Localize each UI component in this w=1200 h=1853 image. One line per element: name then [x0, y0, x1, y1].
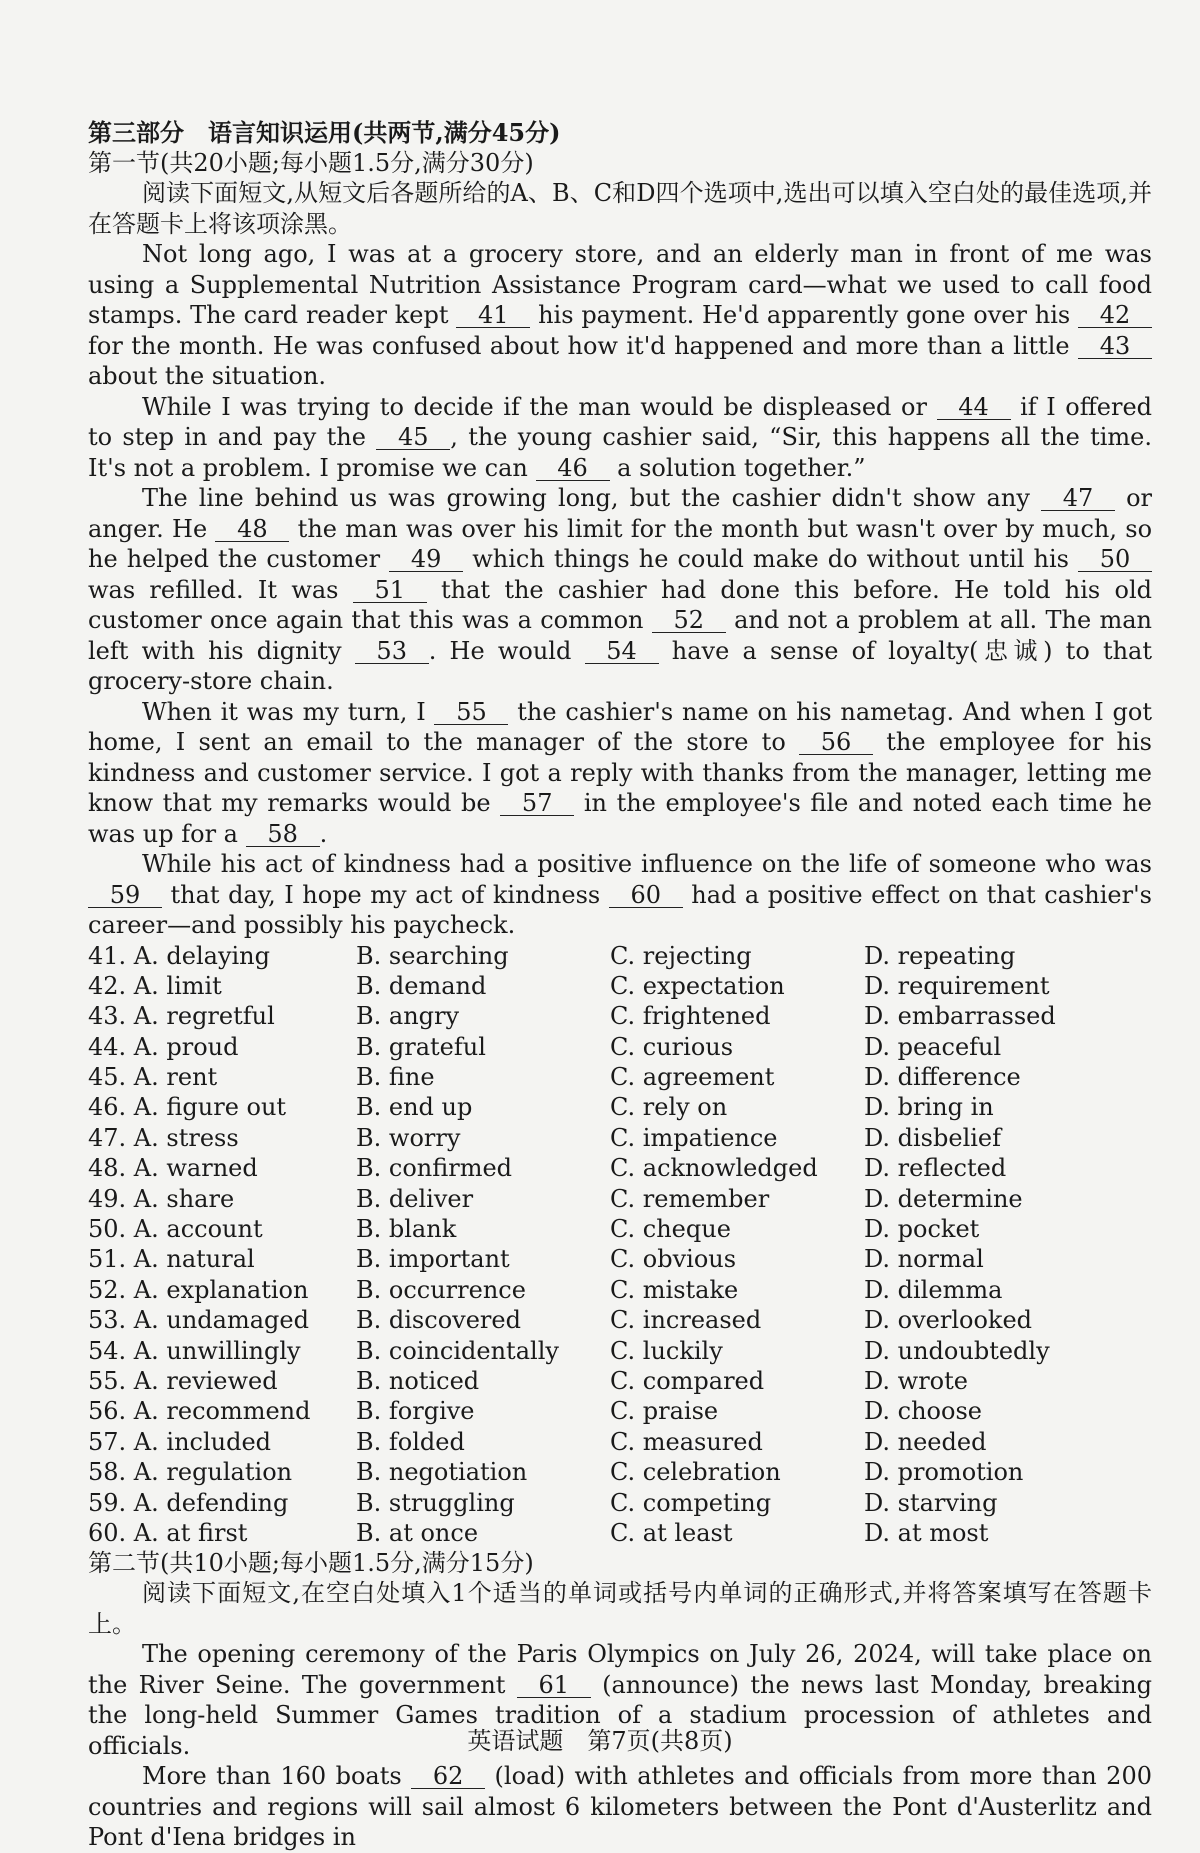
- option-row: 57. A. included B. folded C. measured D. needed: [88, 1427, 987, 1456]
- blank-43: 43: [1078, 334, 1152, 359]
- blank-58: 58: [246, 822, 320, 847]
- option-row: 41. A. delaying B. searching C. rejecting D. repeating: [88, 941, 1016, 970]
- option-row: 53. A. undamaged B. discovered C. increased D. overlooked: [88, 1306, 1033, 1335]
- blank-53: 53: [355, 639, 429, 664]
- options-list: [88, 941, 1152, 1549]
- blank-54: 54: [585, 639, 659, 664]
- option-row: 45. A. rent B. fine C. agreement D. difference: [88, 1063, 1021, 1092]
- cloze-paragraph-3: The line behind us was growing long, but the cashier didn't show any 47 or anger. He 48 the man was over his limit for the month but wasn't over by much, so he helped the customer 49 which things he could make do without until his 50 was refilled. It was 51 that the cashier had done this before. He told his old customer once again that this was a common 52 and not a problem at all. The man left with his dignity 53 . He would 54 have a sense of loyalty(忠诚) to that grocery-store chain.: [88, 484, 1153, 695]
- blank-56: 56: [799, 730, 873, 755]
- blank-57: 57: [500, 791, 574, 816]
- blank-45: 45: [376, 425, 450, 450]
- option-row: 42. A. limit B. demand C. expectation D. requirement: [88, 971, 1050, 1000]
- cloze-paragraph-5: While his act of kindness had a positive influence on the life of someone who was 59 that day, I hope my act of kindness 60 had a positive effect on that cashier's career—and possibly his paycheck.: [88, 850, 1152, 939]
- blank-60: 60: [609, 883, 683, 908]
- section1-title: 第一节(共20小题;每小题1.5分,满分30分): [88, 149, 534, 177]
- blank-59: 59: [88, 883, 162, 908]
- option-row: 50. A. account B. blank C. cheque D. pocket: [88, 1215, 980, 1244]
- blank-42: 42: [1078, 303, 1152, 328]
- blank-47: 47: [1041, 486, 1115, 511]
- blank-50: 50: [1078, 547, 1152, 572]
- option-row: 49. A. share B. deliver C. remember D. determine: [88, 1184, 1023, 1213]
- blank-49: 49: [389, 547, 463, 572]
- option-row: 54. A. unwillingly B. coincidentally C. luckily D. undoubtedly: [88, 1336, 1050, 1365]
- blank-55: 55: [434, 700, 508, 725]
- grammar-paragraph-1: The opening ceremony of the Paris Olympics on July 26, 2024, will take place on the River Seine. The government 61 (announce) the news last Monday, breaking the long-held Summer Games tradition of a stadium procession of athletes and officials.: [88, 1640, 1152, 1760]
- option-row: 47. A. stress B. worry C. impatience D. disbelief: [88, 1123, 1002, 1152]
- blank-46: 46: [536, 456, 610, 481]
- option-row: 56. A. recommend B. forgive C. praise D. choose: [88, 1397, 982, 1426]
- blank-48: 48: [215, 517, 289, 542]
- section1-instruction: 阅读下面短文,从短文后各题所给的A、B、C和D四个选项中,选出可以填入空白处的最佳选项,并在答题卡上将该项涂黑。: [88, 179, 1152, 238]
- blank-51: 51: [353, 578, 427, 603]
- option-row: 52. A. explanation B. occurrence C. mistake D. dilemma: [88, 1275, 1003, 1304]
- blank-61: 61: [517, 1673, 591, 1698]
- option-row: 59. A. defending B. struggling C. competing D. starving: [88, 1488, 998, 1517]
- part-title: 第三部分 语言知识运用(共两节,满分45分): [88, 118, 561, 147]
- cloze-paragraph-4: When it was my turn, I 55 the cashier's name on his nametag. And when I got home, I sent an email to the manager of the store to 56 the employee for his kindness and customer service. I got a reply with thanks from the manager, letting me know that my remarks would be 57 in the employee's file and noted each time he was up for a 58 .: [88, 697, 1153, 848]
- blank-62: 62: [411, 1764, 485, 1789]
- option-row: 51. A. natural B. important C. obvious D. normal: [88, 1245, 984, 1274]
- blank-44: 44: [937, 395, 1011, 420]
- option-row: 44. A. proud B. grateful C. curious D. peaceful: [88, 1032, 1002, 1061]
- section2-instruction: 阅读下面短文,在空白处填入1个适当的单词或括号内单词的正确形式,并将答案填写在答题卡上。: [88, 1579, 1152, 1638]
- blank-52: 52: [652, 608, 726, 633]
- option-row: 60. A. at first B. at once C. at least D. at most: [88, 1518, 989, 1547]
- option-row: 46. A. figure out B. end up C. rely on D. bring in: [88, 1093, 994, 1122]
- cloze-paragraph-2: While I was trying to decide if the man would be displeased or 44 if I offered to step in and pay the 45 , the young cashier said, “Sir, this happens all the time. It's not a problem. I promise we can 46 a solution together.”: [88, 392, 1153, 482]
- option-row: 55. A. reviewed B. noticed C. compared D. wrote: [88, 1366, 968, 1395]
- cloze-paragraph-1: Not long ago, I was at a grocery store, and an elderly man in front of me was using a Supplemental Nutrition Assistance Program card—what we used to call food stamps. The card reader kept 41 his payment. He'd apparently gone over his 42 for the month. He was confused about how it'd happened and more than a little 43 about the situation.: [88, 240, 1152, 390]
- blank-41: 41: [456, 303, 530, 328]
- section2-title: 第二节(共10小题;每小题1.5分,满分15分): [88, 1549, 534, 1578]
- page-footer: 英语试题 第7页(共8页): [467, 1727, 733, 1755]
- option-row: 48. A. warned B. confirmed C. acknowledged D. reflected: [88, 1154, 1007, 1183]
- option-row: 43. A. regretful B. angry C. frightened D. embarrassed: [88, 1002, 1056, 1031]
- option-row: 58. A. regulation B. negotiation C. celebration D. promotion: [88, 1458, 1024, 1487]
- grammar-paragraph-2: More than 160 boats 62 (load) with athletes and officials from more than 200 countries and regions will sail almost 6 kilometers between the Pont d'Austerlitz and Pont d'Iena bridges in: [88, 1762, 1152, 1852]
